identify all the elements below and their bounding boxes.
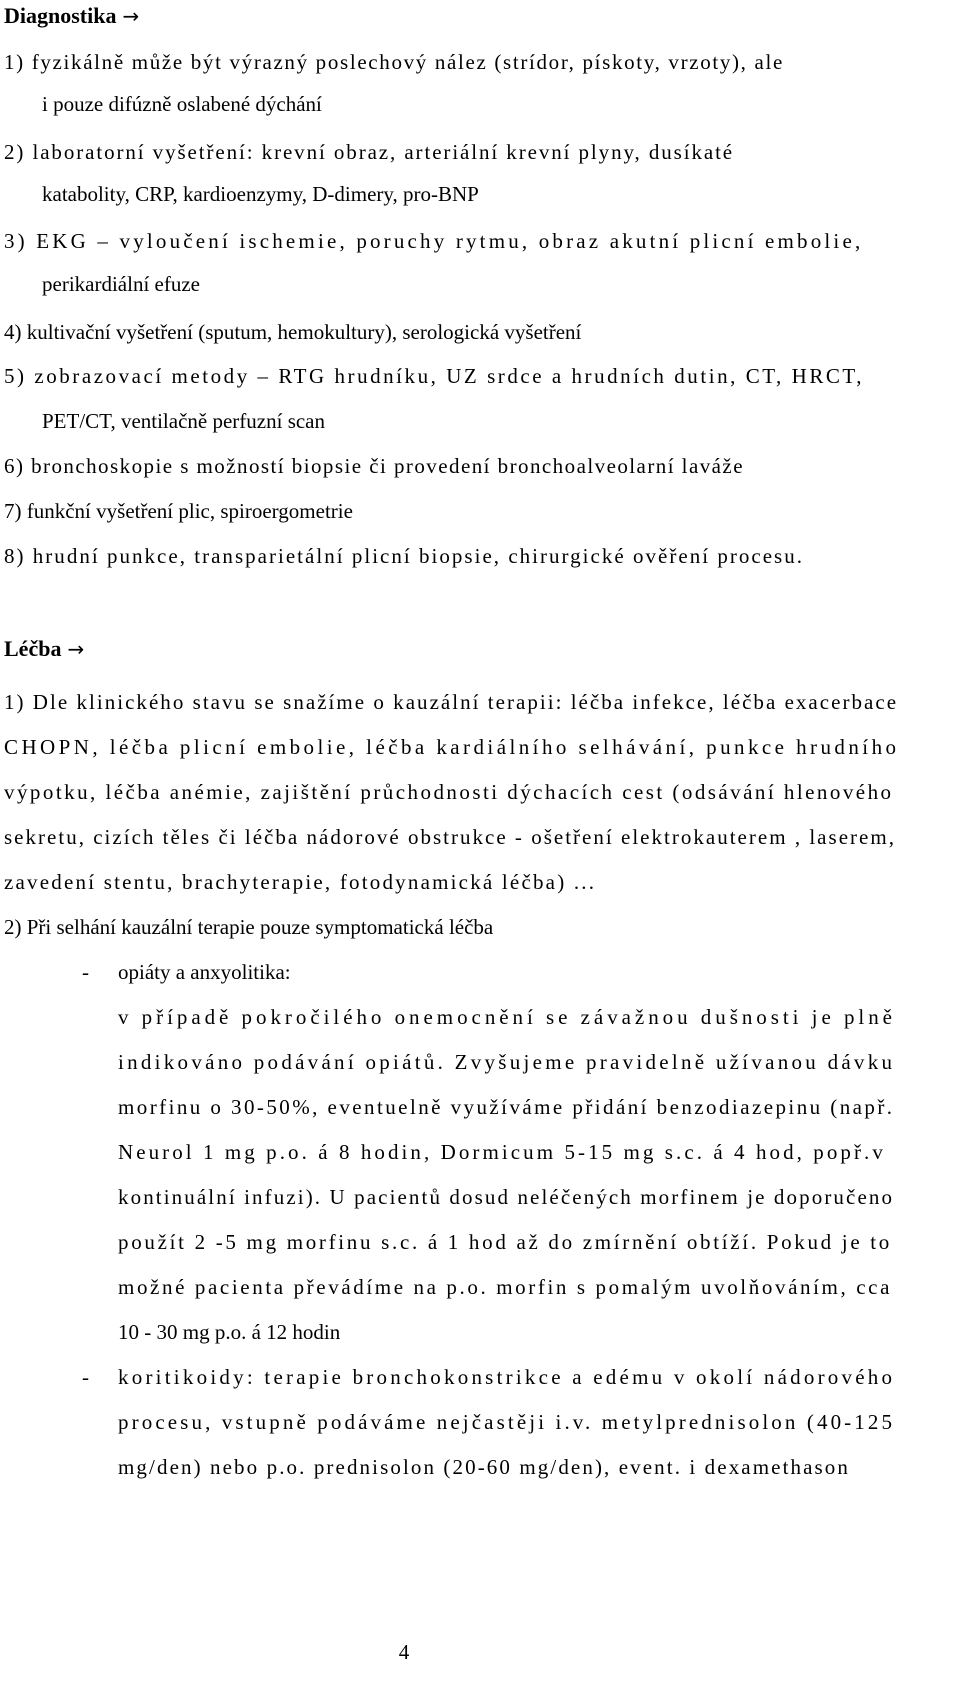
lecba-p1-line-2: CHOPN, léčba plicní embolie, léčba kardiálního selhávání, punkce hrudního bbox=[4, 735, 900, 759]
opiaty-line-2: indikováno podávání opiátů. Zvyšujeme pravidelně užívanou dávku bbox=[118, 1050, 896, 1074]
diagnostika-item-4: 4) kultivační vyšetření (sputum, hemokultury), serologická vyšetření bbox=[4, 320, 582, 344]
diagnostika-item-7: 7) funkční vyšetření plic, spiroergometrie bbox=[4, 499, 353, 523]
arrow-right-icon: → bbox=[67, 637, 85, 661]
diagnostika-item-2: 2) laboratorní vyšetření: krevní obraz, arteriální krevní plyny, dusíkaté bbox=[4, 140, 735, 164]
opiaty-line-1: v případě pokročilého onemocnění se závažnou dušnosti je plně bbox=[118, 1005, 896, 1029]
lecba-title: Léčba bbox=[4, 636, 62, 661]
lecba-p1-line-4: sekretu, cizích těles či léčba nádorové obstrukce - ošetření elektrokauterem , laserem, bbox=[4, 825, 896, 849]
opiaty-line-3: morfinu o 30-50%, eventuelně využíváme přidání benzodiazepinu (např. bbox=[118, 1095, 895, 1119]
kortiko-line-2: procesu, vstupně podáváme nejčastěji i.v. metylprednisolon (40-125 bbox=[118, 1410, 896, 1434]
arrow-right-icon: → bbox=[122, 4, 140, 28]
kortiko-line-3: mg/den) nebo p.o. prednisolon (20-60 mg/den), event. i dexamethason bbox=[118, 1455, 850, 1479]
diagnostika-title: Diagnostika bbox=[4, 3, 117, 28]
opiaty-label: opiáty a anxyolitika: bbox=[118, 960, 291, 984]
diagnostika-item-5-cont: PET/CT, ventilačně perfuzní scan bbox=[42, 409, 326, 433]
opiaty-line-5: kontinuální infuzi). U pacientů dosud neléčených morfinem je doporučeno bbox=[118, 1185, 895, 1209]
lecba-p1-line-5: zavedení stentu, brachyterapie, fotodynamická léčba) ... bbox=[4, 870, 597, 894]
diagnostika-item-1-cont: i pouze difúzně oslabené dýchání bbox=[42, 92, 322, 116]
opiaty-line-8: 10 - 30 mg p.o. á 12 hodin bbox=[118, 1320, 341, 1344]
lecba-p1-line-3: výpotku, léčba anémie, zajištění průchodnosti dýchacích cest (odsávání hlenového bbox=[4, 780, 894, 804]
opiaty-line-6: použít 2 -5 mg morfinu s.c. á 1 hod až do zmírnění obtíží. Pokud je to bbox=[118, 1230, 892, 1254]
diagnostika-item-3-text: 3) EKG – vyloučení ischemie, poruchy rytmu, obraz akutní plicní embolie, bbox=[4, 229, 864, 253]
lecba-p1-line-1: 1) Dle klinického stavu se snažíme o kauzální terapii: léčba infekce, léčba exacerbace bbox=[4, 690, 899, 714]
diagnostika-item-8: 8) hrudní punkce, transparietální plicní biopsie, chirurgické ověření procesu. bbox=[4, 544, 804, 568]
opiaty-line-4: Neurol 1 mg p.o. á 8 hodin, Dormicum 5-15 mg s.c. á 4 hod, popř.v bbox=[118, 1140, 886, 1164]
kortiko-line-1: koritikoidy: terapie bronchokonstrikce a edému v okolí nádorového bbox=[118, 1365, 896, 1389]
diagnostika-heading bbox=[4, 2, 139, 30]
diagnostika-item-5 bbox=[4, 362, 892, 390]
diagnostika-item-6: 6) bronchoskopie s možností biopsie či provedení bronchoalveolarní laváže bbox=[4, 454, 744, 478]
diagnostika-item-3 bbox=[4, 227, 892, 255]
opiaty-line-7: možné pacienta převádíme na p.o. morfin s pomalým uvolňováním, cca bbox=[118, 1275, 893, 1299]
diagnostika-item-1: 1) fyzikálně může být výrazný poslechový nález (strídor, pískoty, vrzoty), ale bbox=[4, 50, 784, 74]
lecba-p2: 2) Při selhání kauzální terapie pouze symptomatická léčba bbox=[4, 915, 494, 939]
page-number: 4 bbox=[398, 1640, 410, 1664]
diagnostika-item-2-cont: katabolity, CRP, kardioenzymy, D-dimery, pro-BNP bbox=[42, 182, 479, 206]
lecba-heading bbox=[4, 635, 84, 663]
opiaty-dash: - bbox=[82, 960, 89, 984]
diagnostika-item-3-cont: perikardiální efuze bbox=[42, 272, 200, 296]
kortiko-dash: - bbox=[82, 1365, 89, 1389]
diagnostika-item-5-text: 5) zobrazovací metody – RTG hrudníku, UZ srdce a hrudních dutin, CT, HRCT, bbox=[4, 364, 865, 388]
